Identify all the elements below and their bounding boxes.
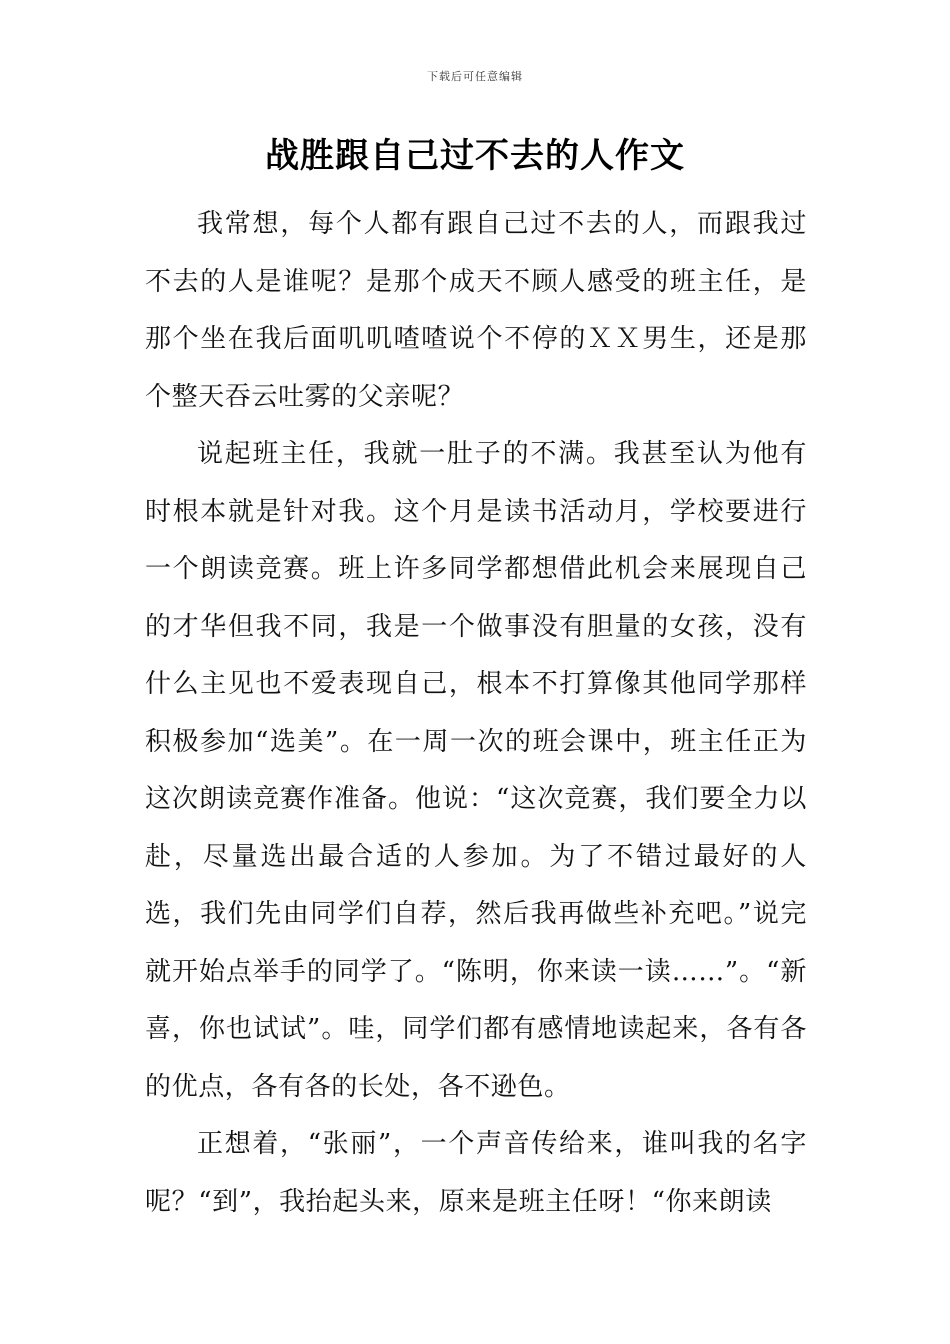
header-note: 下载后可任意编辑 [427, 70, 523, 83]
paragraph-1: 我常想，每个人都有跟自己过不去的人，而跟我过不去的人是谁呢？是那个成天不顾人感受的班主任，是那个坐在我后面叽叽喳喳说个不停的ＸＸ男生，还是那个整天吞云吐雾的父亲呢？ [145, 209, 807, 412]
essay-body [145, 196, 807, 1231]
paragraph-2: 说起班主任，我就一肚子的不满。我甚至认为他有时根本就是针对我。这个月是读书活动月，学校要进行一个朗读竞赛。班上许多同学都想借此机会来展现自己的才华但我不同，我是一个做事没有胆量的女孩，没有什么主见也不爱表现自己，根本不打算像其他同学那样积极参加“选美”。在一周一次的班会课中，班主任正为这次朗读竞赛作准备。他说：“这次竞赛，我们要全力以赴，尽量选出最合适的人参加。为了不错过最好的人选，我们先由同学们自荐，然后我再做些补充吧。”说完就开始点举手的同学了。“陈明，你来读一读……”。“新喜，你也试试”。哇，同学们都有感情地读起来，各有各的优点，各有各的长处，各不逊色。 [145, 439, 807, 1102]
document-title: 战胜跟自己过不去的人作文 [265, 136, 685, 176]
paragraph-3: 正想着，“张丽”，一个声音传给来，谁叫我的名字呢？“到”，我抬起头来，原来是班主任呀！“你来朗读 [145, 1129, 807, 1217]
